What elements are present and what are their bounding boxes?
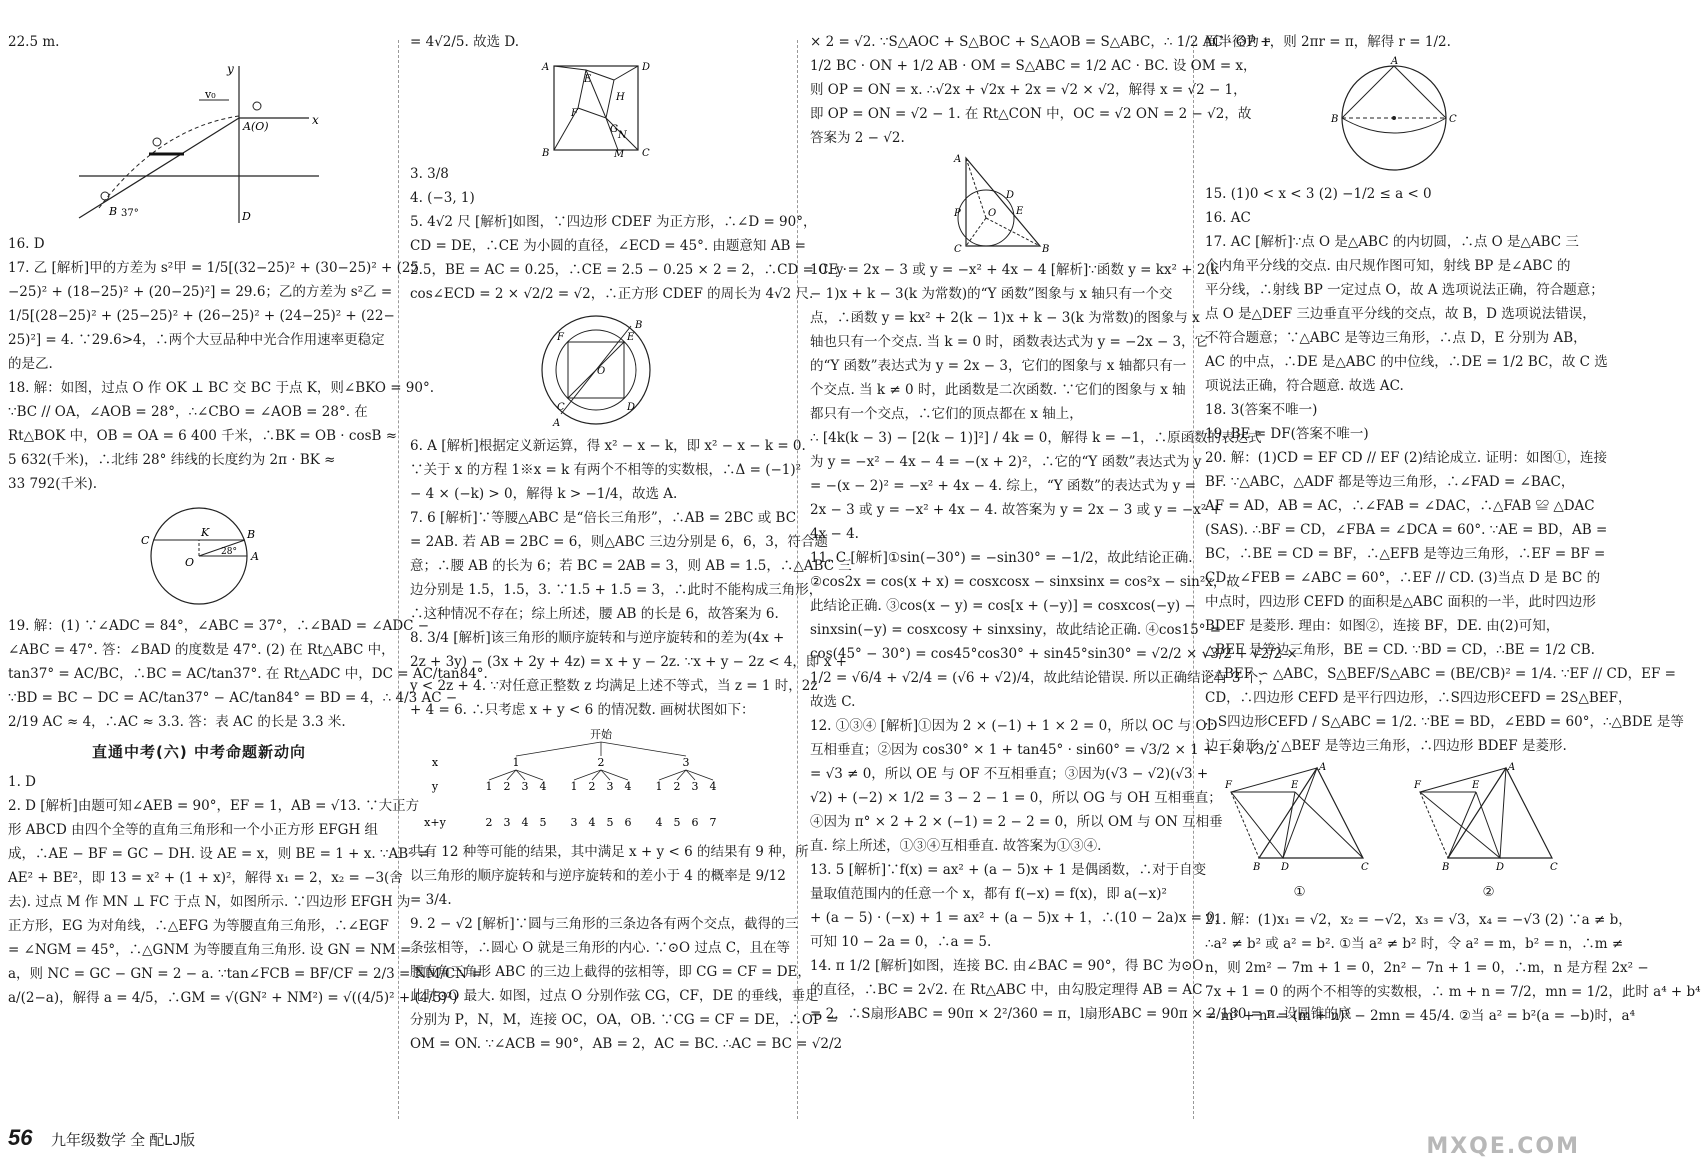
col1-block-c: [8, 614, 488, 734]
col2-block-d: [410, 840, 843, 1056]
text-line: CD = DE，∴CE 为小圆的直径，∠ECD = 45°. 由题意知 AB =: [410, 238, 806, 254]
svg-text:B: B: [1252, 862, 1260, 873]
tree-root: 开始: [590, 728, 612, 741]
svg-text:B: B: [635, 320, 643, 331]
text-line: 1/2 = √6/4 + √2/4 = (√6 + √2)/4，故此结论错误. 所以正确结论有 3 个，: [810, 670, 1272, 686]
text-line: 条弦相等，∴圆心 O 就是三角形的内心. ∵⊙O 过点 C，且在等: [410, 940, 791, 956]
text-line: n，则 2m² − 7m + 1 = 0，2n² − 7n + 1 = 0，∴m，n 是方程 2x² −: [1205, 960, 1649, 976]
text-line: CD，∠FEB = ∠ABC = 60°，∴EF // CD. (3)当点 D 是 BC 的: [1205, 570, 1601, 586]
figure-label-1: ①: [1293, 884, 1306, 900]
text-line: 33 792(千米).: [8, 476, 98, 492]
text-line: 5 632(千米)，∴北纬 28° 纬线的长度约为 2π · BK ≈: [8, 452, 336, 468]
tree-row-label: x: [431, 756, 439, 769]
text-line: 中点时，四边形 CEFD 的面积是△ABC 面积的一半，此时四边形: [1205, 594, 1596, 610]
text-line: △BEF 是等边三角形，BE = CD. ∵BD = CD，∴BE = 1/2 CB.: [1205, 642, 1595, 658]
svg-text:B: B: [1331, 114, 1339, 125]
text-line: 则 OP = ON = x. ∴√2x + √2x + 2x = √2 × √2，解得 x = √2 − 1，: [810, 82, 1247, 98]
tree-y-node: 2: [503, 780, 511, 793]
text-line: 14. π 1/2 [解析]如图，连接 BC. 由∠BAC = 90°，得 BC 为⊙O: [810, 958, 1204, 974]
tree-sum-node: 4: [521, 816, 529, 829]
text-line: 11. C [解析]①sin(−30°) = −sin30° = −1/2，故此结论正确.: [810, 550, 1193, 566]
svg-text:F: F: [557, 332, 564, 343]
text-line: 边三角形. ∵△BEF 是等边三角形，∴四边形 BDEF 是菱形.: [1205, 738, 1567, 754]
text-line: + 4 = 6. ∴只考虑 x + y < 6 的情况数. 画树状图如下：: [410, 702, 755, 718]
circle-latitude-figure: [129, 500, 269, 610]
text-line: 16. D: [8, 236, 45, 252]
svg-text:A: A: [542, 62, 550, 73]
svg-text:C: C: [557, 402, 565, 413]
text-line: = −(x − 2)² = −x² + 4x − 4. 综上，“Y 函数”的表达式为 y =: [810, 478, 1196, 494]
text-line: 不符合题意；∵△ABC 是等边三角形，∴点 D，E 分别为 AB，: [1205, 330, 1587, 346]
text-line: √2) + (−2) × 1/2 = 3 − 2 − 1 = 0，所以 OG 与 OH 互相垂直；: [810, 790, 1222, 806]
text-line: ∵关于 x 的方程 1※x = k 有两个不相等的实数根，∴Δ = (−1)²: [410, 462, 802, 478]
text-line: 成，∴AE − BF = GC − DH. 设 AE = x，则 BE = 1 + x. ∵AB² =: [8, 846, 430, 862]
circles-square-figure: [531, 310, 661, 430]
svg-text:C: C: [1360, 862, 1369, 873]
text-line: 2z + 3y) − (3x + 2y + 4z) = x + y − 2z. ∵x + y − 2z < 4，即 x +: [410, 654, 847, 670]
text-line: a，则 NC = GC − GN = 2 − a. ∵tan∠FCB = BF/CF = 2/3 = NM/CN =: [8, 966, 483, 982]
svg-text:D: D: [627, 402, 636, 413]
tree-y-node: 4: [539, 780, 547, 793]
svg-text:B: B: [1042, 244, 1050, 255]
text-line: 意；∴腰 AB 的长为 6；若 BC = 2AB = 3，则 AB = 1.5，∴△ABC 三: [410, 558, 852, 574]
text-line: 此结论正确. ③cos(x − y) = cos[x + (−y)] = cosxcos(−y) −: [810, 598, 1196, 614]
svg-text:B: B: [542, 148, 550, 159]
svg-text:37°: 37°: [121, 208, 139, 219]
text-line: 6. A [解析]根据定义新运算，得 x² − x − k，即 x² − x − k = 0.: [410, 438, 806, 454]
equilateral-figure-1: [1225, 762, 1375, 872]
text-line: 形 ABCD 由四个全等的直角三角形和一个小正方形 EFGH 组: [8, 822, 379, 838]
text-line: 2x − 3 或 y = −x² + 4x − 4. 故答案为 y = 2x − 3 或 y = −x² +: [810, 502, 1222, 518]
text-line: AE² + BE²，即 13 = x² + (1 + x)²，解得 x₁ = 2，x₂ = −3(舍: [8, 870, 403, 886]
text-line: ∵BD = BC − DC = AC/tan37° − AC/tan84° = BD = 4，∴ 4/3 AC −: [8, 690, 458, 706]
col4-block-c: [1205, 908, 1701, 1028]
figure-pair: [1205, 762, 1583, 904]
tree-sum-node: 6: [691, 816, 699, 829]
text-line: 的直径，∴BC = 2√2. 在 Rt△ABC 中，由勾股定理得 AB = AC: [810, 982, 1203, 998]
text-line: 去). 过点 M 作 MN ⊥ FC 于点 N，如图所示. ∵四边形 EFGH 为: [8, 894, 411, 910]
text-line: ∴这种情况不存在；综上所述，腰 AB 的长是 6，故答案为 6.: [410, 606, 779, 622]
text-line: ∴a² ≠ b² 或 a² = b². ①当 a² ≠ b² 时，令 a² = m，b² = n，∴m ≠: [1205, 936, 1624, 952]
footer-title: 九年级数学 全 配LJ版: [50, 1132, 196, 1149]
text-line: = 2，∴S扇形ABC = 90π × 2²/360 = π，l扇形ABC = 90π × 2/180 = π. 设圆锥的底: [810, 1006, 1352, 1022]
text-line: = ∠NGM = 45°，∴△GNM 为等腰直角三角形. 设 GN = NM =: [8, 942, 412, 958]
tree-sum-node: 4: [655, 816, 663, 829]
text-line: 3. 3/8: [410, 166, 449, 182]
tree-y-node: 1: [485, 780, 493, 793]
ski-jump-figure: [69, 58, 329, 228]
svg-text:D: D: [242, 210, 251, 223]
text-line: cos(45° − 30°) = cos45°cos30° + sin45°sin30° = √2/2 × √3/2 + √2/2 ×: [810, 646, 1298, 662]
tree-y-node: 4: [624, 780, 632, 793]
text-line: 可知 10 − 2a = 0，∴a = 5.: [810, 934, 992, 950]
tree-branch: [516, 742, 601, 756]
tree-sum-node: 3: [570, 816, 578, 829]
col2-block-b: [410, 162, 847, 306]
text-line: 答案为 2 − √2.: [810, 130, 905, 146]
text-line: = √3 ≠ 0，所以 OE 与 OF 不互相垂直；③因为(√3 − √2)(√3 +: [810, 766, 1209, 782]
tree-y-node: 4: [709, 780, 717, 793]
text-line: + (a − 5) · (−x) + 1 = ax² + (a − 5)x + 1，∴(10 − 2a)x = 0，: [810, 910, 1229, 926]
text-line: 13. 5 [解析]∵f(x) = ax² + (a − 5)x + 1 是偶函数，∴对于自变: [810, 862, 1207, 878]
text-line: − 4 × (−k) > 0，解得 k > −1/4，故选 A.: [410, 486, 678, 502]
svg-text:A: A: [1507, 762, 1515, 773]
text-line: 18. 解：如图，过点 O 作 OK ⊥ BC 交 BC 于点 K，则∠BKO = 90°.: [8, 380, 435, 396]
text-line: = m² + n² = (m + n)² − 2mn = 45/4. ②当 a² = b²(a = −b)时，a⁴: [1205, 1008, 1636, 1024]
svg-text:E: E: [1016, 206, 1024, 217]
text-line: BC，∴BE = CD = BF，∴△EFB 是等边三角形，∴EF = BF =: [1205, 546, 1606, 562]
text-line: ∴ [4k(k − 3) − [2(k − 1)]²] / 4k = 0，解得 k = −1，∴原函数的表达式: [810, 430, 1262, 446]
text-line: ∴ S四边形CEFD / S△ABC = 1/2. ∵BE = BD，∠EBD = 60°，∴△BDE 是等: [1205, 714, 1684, 730]
svg-text:P: P: [954, 208, 961, 219]
tree-sum-node: 3: [503, 816, 511, 829]
figure-label-2: ②: [1482, 884, 1495, 900]
svg-text:O: O: [988, 208, 997, 219]
tree-y-node: 2: [588, 780, 596, 793]
text-line: 2/19 AC ≈ 4，∴AC ≈ 3.3. 答：表 AC 的长是 3.3 米.: [8, 714, 346, 730]
svg-text:A(O): A(O): [243, 120, 269, 133]
square-abcd-figure: [536, 58, 656, 158]
svg-text:F: F: [1224, 780, 1232, 791]
svg-text:C: C: [141, 534, 150, 547]
text-line: 7x + 1 = 0 的两个不相等的实数根，∴ m + n = 7/2，mn = 1/2，此时 a⁴ + b⁴: [1205, 984, 1701, 1000]
svg-text:H: H: [616, 92, 625, 103]
svg-text:E: E: [1290, 780, 1298, 791]
tree-sum-node: 2: [485, 816, 493, 829]
tree-y-node: 3: [691, 780, 699, 793]
text-line: 9. 2 − √2 [解析]∵圆与三角形的三条边各有两个交点，截得的三: [410, 916, 799, 932]
text-line: 12. ①③④ [解析]①因为 2 × (−1) + 1 × 2 = 0，所以 OC 与 OD: [810, 718, 1218, 734]
tree-sum-node: 5: [606, 816, 614, 829]
svg-text:A: A: [553, 418, 561, 429]
tree-sum-node: 5: [539, 816, 547, 829]
text-line: 4x − 4.: [810, 526, 859, 542]
text-line: 正方形，EG 为对角线，∴△EFG 为等腰直角三角形，∴∠EGF: [8, 918, 389, 934]
svg-text:K: K: [201, 526, 210, 539]
tree-row-label: y: [431, 780, 439, 793]
text-line: 点 O 是△DEF 三边垂直平分线的交点，故 B，D 选项说法错误，: [1205, 306, 1596, 322]
text-line: BF. ∵△ABC，△ADF 都是等边三角形，∴∠FAD = ∠BAC，: [1205, 474, 1575, 490]
svg-text:E: E: [627, 332, 635, 343]
tree-sum-node: 7: [709, 816, 717, 829]
text-line: 以三角形的顺序旋转和与逆序旋转和的差小于 4 的概率是 9/12: [410, 868, 786, 884]
col2-block-a: [410, 30, 782, 54]
svg-text:y: y: [227, 62, 234, 76]
cone-circle-figure: [1329, 58, 1459, 178]
text-line: 边分别是 1.5，1.5，3. ∵1.5 + 1.5 = 3，∴此时不能构成三角形，: [410, 582, 823, 598]
tree-y-node: 3: [606, 780, 614, 793]
text-line: ∵BC // OA，∠AOB = 28°，∴∠CBO = ∠AOB = 28°. 在: [8, 404, 368, 420]
svg-text:F: F: [1413, 780, 1421, 791]
text-line: 的是乙.: [8, 356, 53, 372]
incircle-triangle-figure: [936, 154, 1056, 254]
text-line: ④因为 π° × 2 + 2 × (−1) = 2 − 2 = 0，所以 OM 与 ON 互相垂: [810, 814, 1223, 830]
text-line: ∠ABC = 47°. 答：∠BAD 的度数是 47°. (2) 在 Rt△ABC 中，: [8, 642, 395, 658]
text-line: 腰直角三角形 ABC 的三边上截得的弦相等，即 CG = CF = DE，: [410, 964, 811, 980]
tree-y-node: 1: [570, 780, 578, 793]
text-line: tan37° = AC/BC，∴BC = AC/tan37°. 在 Rt△ADC 中，DC = AC/tan84°.: [8, 666, 488, 682]
text-line: 8. 3/4 [解析]该三角形的顺序旋转和与逆序旋转和的差为(4x +: [410, 630, 785, 646]
tree-row-label: x+y: [424, 816, 446, 829]
page-number: 56: [8, 1125, 33, 1150]
text-line: 共有 12 种等可能的结果，其中满足 x + y < 6 的结果有 9 种，所: [410, 844, 809, 860]
equilateral-figure-2: [1414, 762, 1564, 872]
text-line: 个交点. 当 k ≠ 0 时，此函数是二次函数. ∵它们的图象与 x 轴: [810, 382, 1186, 398]
text-line: 互相垂直；②因为 cos30° × 1 + tan45° · sin60° = √3/2 × 1 + 1 × √3/2: [810, 742, 1278, 758]
svg-text:O: O: [597, 366, 606, 377]
tree-y-node: 1: [655, 780, 663, 793]
text-line: 4. (−3, 1): [410, 190, 475, 206]
text-line: 面半径为 r，则 2πr = π，解得 r = 1/2.: [1205, 34, 1451, 50]
text-line: 17. AC [解析]∵点 O 是△ABC 的内切圆，∴点 O 是△ABC 三: [1205, 234, 1579, 250]
svg-text:A: A: [1318, 762, 1326, 773]
text-line: 1/2 BC · ON + 1/2 AB · OM = S△ABC = 1/2 AC · BC. 设 OM = x，: [810, 58, 1257, 74]
svg-text:28°: 28°: [221, 547, 237, 557]
svg-text:v₀: v₀: [205, 88, 216, 101]
col3-block-a: [810, 30, 1272, 150]
text-line: 15. (1)0 < x < 3 (2) −1/2 ≤ a < 0: [1205, 186, 1432, 202]
svg-text:D: D: [642, 62, 651, 73]
text-line: AF = AD，AB = AC，∴∠FAB = ∠DAC，∴△FAB ≌ △DAC: [1205, 498, 1595, 514]
tree-diagram: [421, 726, 771, 836]
text-line: cos∠ECD = 2 × √2/2 = √2，∴正方形 CDEF 的周长为 4√2 尺.: [410, 286, 814, 302]
text-line: 点，∴函数 y = kx² + 2(k − 1)x + k − 3(k 为常数)的图象与 x: [810, 310, 1200, 326]
col4-block-a: [1205, 30, 1583, 54]
text-line: 5. 4√2 尺 [解析]如图，∵四边形 CDEF 为正方形，∴∠D = 90°，: [410, 214, 817, 230]
text-line: 为 y = −x² − 4x − 4 = −(x + 2)²，∴它的“Y 函数”表达式为 y: [810, 454, 1202, 470]
text-line: 22.5 m.: [8, 34, 60, 50]
text-line: = 3/4.: [410, 892, 452, 908]
text-line: 2. D [解析]由题可知∠AEB = 90°，EF = 1，AB = √13. ∵大正方: [8, 798, 420, 814]
text-line: = 2AB. 若 AB = 2BC = 6，则△ABC 三边分别是 6，6，3，符合题: [410, 534, 828, 550]
text-line: OM = ON. ∵∠ACB = 90°，AB = 2，AC = BC. ∴AC = BC = √2/2: [410, 1036, 843, 1052]
svg-text:x: x: [312, 113, 319, 127]
tree-x-node: 1: [512, 756, 520, 769]
page-footer: [8, 1125, 195, 1151]
text-line: 25)²] = 4. ∵29.6>4，∴两个大豆品种中光合作用速率更稳定: [8, 332, 385, 348]
svg-text:F: F: [571, 108, 578, 119]
text-line: 19. BE = DF(答案不唯一): [1205, 426, 1369, 442]
tree-y-node: 3: [521, 780, 529, 793]
tree-sum-node: 6: [624, 816, 632, 829]
svg-text:C: C: [1449, 114, 1457, 125]
svg-text:N: N: [618, 130, 627, 141]
svg-text:C: C: [1549, 862, 1558, 873]
text-line: 10. y = 2x − 3 或 y = −x² + 4x − 4 [解析]∵函数 y = kx² + 2(k: [810, 262, 1219, 278]
tree-sum-node: 4: [588, 816, 596, 829]
text-line: 20. 解：(1)CD = EF CD // EF (2)结论成立. 证明：如图①，连接: [1205, 450, 1607, 466]
svg-text:D: D: [1495, 862, 1504, 873]
text-line: 个内角平分线的交点. 由尺规作图可知，射线 BP 是∠ABC 的: [1205, 258, 1571, 274]
text-line: × 2 = √2. ∵S△AOC + S△BOC + S△AOB = S△ABC，∴ 1/2 AC · OP +: [810, 34, 1272, 50]
text-line: 分别为 P，N，M，连接 OC，OA，OB. ∵CG = CF = DE，∴OP =: [410, 1012, 838, 1028]
text-line: (SAS). ∴BF = CD，∠FBA = ∠DCA = 60°. ∵AE = BD，AB =: [1205, 522, 1608, 538]
text-line: − 1)x + k − 3(k 为常数)的“Y 函数”图象与 x 轴只有一个交: [810, 286, 1173, 302]
text-line: 轴也只有一个交点. 当 k = 0 时，函数表达式为 y = −2x − 3，它: [810, 334, 1209, 350]
svg-text:B: B: [1441, 862, 1449, 873]
svg-text:A: A: [954, 154, 962, 165]
column-4: [1205, 30, 1701, 1028]
tree-x-node: 2: [597, 756, 605, 769]
svg-text:O: O: [185, 556, 195, 569]
svg-text:E: E: [584, 74, 592, 85]
svg-text:D: D: [1006, 190, 1015, 201]
text-line: 故选 C.: [810, 694, 856, 710]
svg-text:B: B: [247, 528, 256, 541]
text-line: Rt△BOK 中，OB = OA = 6 400 千米，∴BK = OB · cosB ≈: [8, 428, 398, 444]
text-line: 21. 解：(1)x₁ = √2，x₂ = −√2，x₃ = √3，x₄ = −√3 (2) ∵a ≠ b，: [1205, 912, 1632, 928]
text-line: 此时⊙O 最大. 如图，过点 O 分别作弦 CG，CF，DE 的垂线，垂足: [410, 988, 819, 1004]
svg-text:D: D: [1280, 862, 1289, 873]
text-line: 平分线，∴射线 BP 一定过点 O，故 A 选项说法正确，符合题意；: [1205, 282, 1604, 298]
text-line: y < 2z + 4. ∵对任意正整数 z 均满足上述不等式，当 z = 1 时，2z: [410, 678, 818, 694]
text-line: 1. D: [8, 774, 36, 790]
text-line: 项说法正确，符合题意. 故选 AC.: [1205, 378, 1404, 394]
svg-text:A: A: [251, 550, 259, 563]
section-heading: 直通中考(六) 中考命题新动向: [92, 743, 306, 761]
text-line: CD，∴四边形 CEFD 是平行四边形，∴S四边形CEFD = 2S△BEF，: [1205, 690, 1632, 706]
text-line: 16. AC: [1205, 210, 1251, 226]
col1-block-a: [8, 30, 390, 54]
text-line: 7. 6 [解析]∵等腰△ABC 是“倍长三角形”，∴AB = 2BC 或 BC: [410, 510, 797, 526]
text-line: 即 OP = ON = √2 − 1. 在 Rt△CON 中，OC = √2 ON = 2 − √2，故: [810, 106, 1252, 122]
tree-y-node: 2: [673, 780, 681, 793]
col1-block-b: [8, 232, 435, 496]
svg-text:B: B: [109, 205, 118, 218]
text-line: 的“Y 函数”表达式为 y = 2x − 3，它们的图象与 x 轴都只有一: [810, 358, 1187, 374]
svg-text:C: C: [954, 244, 962, 255]
text-line: sinxsin(−y) = cosxcosy + sinxsiny，故此结论正确. ④cos15° =: [810, 622, 1222, 638]
text-line: ∵△BEF ∽ △ABC，S△BEF/S△ABC = (BE/CB)² = 1/4. ∵EF // CD，EF =: [1205, 666, 1676, 682]
text-line: 直. 综上所述，①③④互相垂直. 故答案为①③④.: [810, 838, 1102, 854]
text-line: 2.5，BE = AC = 0.25，∴CE = 2.5 − 0.25 × 2 = 2，∴CD = CE ·: [410, 262, 847, 278]
text-line: 1/5[(28−25)² + (25−25)² + (26−25)² + (24−25)² + (22−: [8, 308, 395, 324]
text-line: −25)² + (18−25)² + (20−25)²] = 29.6；乙的方差为 s²乙 =: [8, 284, 393, 300]
svg-text:G: G: [610, 124, 618, 135]
text-line: a/(2−a)，解得 a = 4/5，∴GM = √(GN² + NM²) = √((4/5)² + (4/5)²): [8, 990, 458, 1006]
tree-branch: [601, 742, 686, 756]
text-line: BDEF 是菱形. 理由：如图②，连接 BF，DE. 由(2)可知，: [1205, 618, 1560, 634]
tree-x-node: 3: [682, 756, 690, 769]
svg-text:C: C: [642, 148, 650, 159]
watermark: MXQE.COM: [1426, 1134, 1580, 1159]
svg-text:E: E: [1471, 780, 1479, 791]
svg-text:M: M: [614, 149, 625, 160]
svg-text:A: A: [1391, 56, 1399, 67]
text-line: 量取值范围内的任意一个 x，都有 f(−x) = f(x)，即 a(−x)²: [810, 886, 1167, 902]
text-line: 18. 3(答案不唯一): [1205, 402, 1318, 418]
col4-block-b: [1205, 182, 1684, 758]
text-line: 17. 乙 [解析]甲的方差为 s²甲 = 1/5[(32−25)² + (30−25)² + (25: [8, 260, 420, 276]
text-line: 都只有一个交点，∴它们的顶点都在 x 轴上，: [810, 406, 1083, 422]
text-line: = 4√2/5. 故选 D.: [410, 34, 520, 50]
text-line: 19. 解：(1) ∵∠ADC = 84°，∠ABC = 37°，∴∠BAD = ∠ADC −: [8, 618, 430, 634]
tree-sum-node: 5: [673, 816, 681, 829]
text-line: AC 的中点，∴DE 是△ABC 的中位线，∴DE = 1/2 BC，故 C 选: [1205, 354, 1608, 370]
text-line: ②cos2x = cos(x + x) = cosxcosx − sinxsinx = cos²x − sin²x，故: [810, 574, 1240, 590]
